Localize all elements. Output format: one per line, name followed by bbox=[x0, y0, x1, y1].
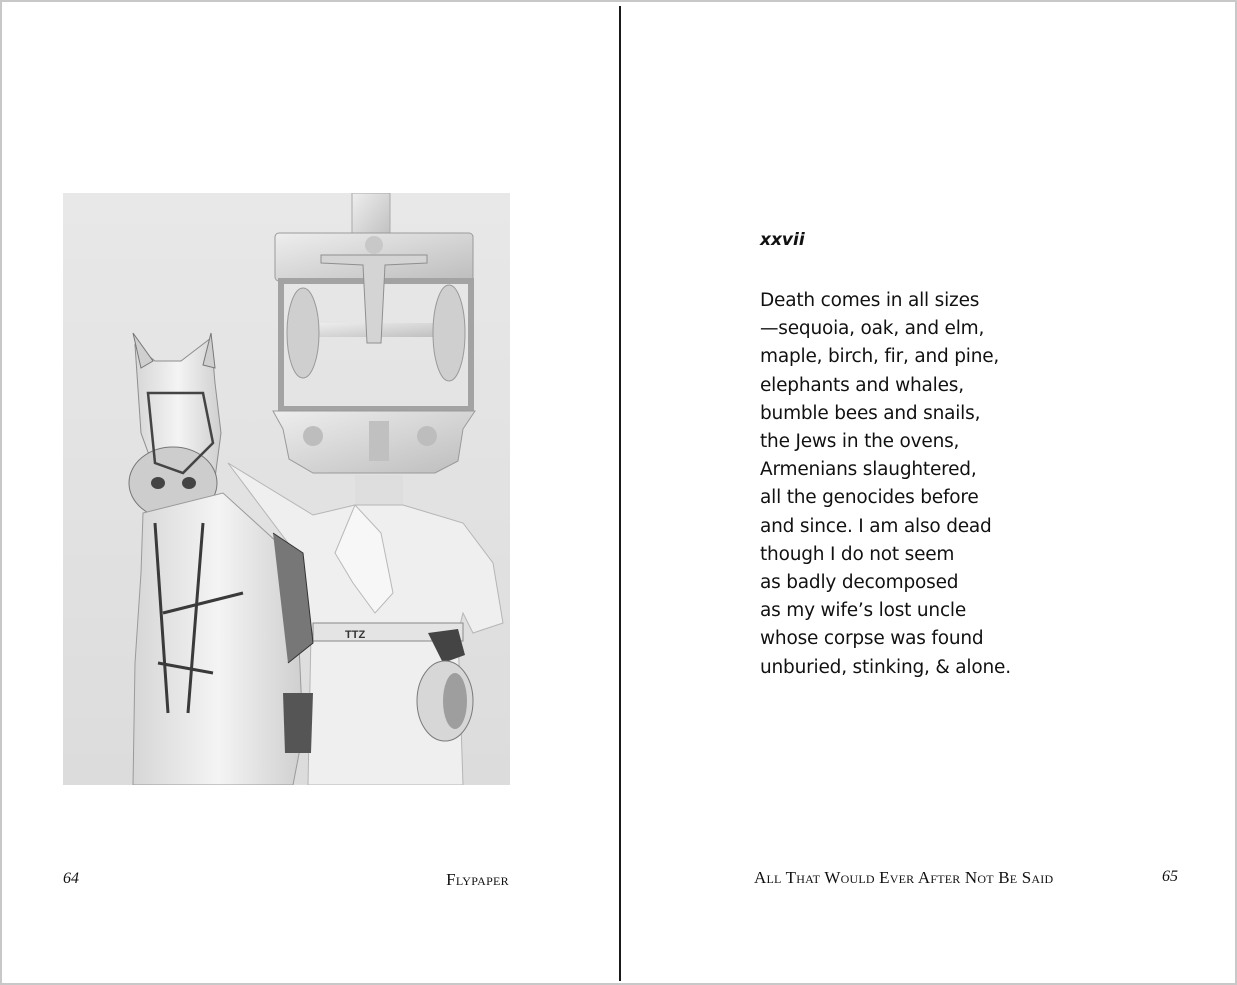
belt-label: TTZ bbox=[345, 629, 366, 641]
page-number-left: 64 bbox=[63, 870, 79, 887]
poem-line: unburied, stinking, & alone. bbox=[760, 656, 1011, 678]
poem-line: whose corpse was found bbox=[760, 628, 984, 650]
poem-line: as my wife’s lost uncle bbox=[760, 600, 967, 622]
poem-line: and since. I am also dead bbox=[760, 515, 992, 537]
running-head-left: Flypaper bbox=[446, 870, 509, 889]
poem-number: xxvii bbox=[760, 230, 805, 250]
poem-line: —sequoia, oak, and elm, bbox=[760, 318, 985, 340]
poem-line: maple, birch, fir, and pine, bbox=[760, 346, 1000, 368]
right-page bbox=[621, 2, 1235, 983]
left-page bbox=[2, 2, 619, 983]
horse-and-rider-collage bbox=[63, 193, 510, 785]
running-head-right: All That Would Ever After Not Be Said bbox=[754, 868, 1054, 887]
poem-line: all the genocides before bbox=[760, 487, 979, 509]
poem-line: though I do not seem bbox=[760, 543, 955, 565]
poem-line: Armenians slaughtered, bbox=[760, 459, 977, 481]
poem-line: bumble bees and snails, bbox=[760, 402, 981, 424]
poem-body bbox=[760, 287, 1011, 682]
collage-photo bbox=[63, 193, 510, 785]
poem-line: elephants and whales, bbox=[760, 374, 964, 396]
page-number-right: 65 bbox=[1162, 868, 1178, 885]
poem-line: the Jews in the ovens, bbox=[760, 431, 960, 453]
poem-line: as badly decomposed bbox=[760, 572, 959, 594]
poem-line: Death comes in all sizes bbox=[760, 290, 980, 311]
